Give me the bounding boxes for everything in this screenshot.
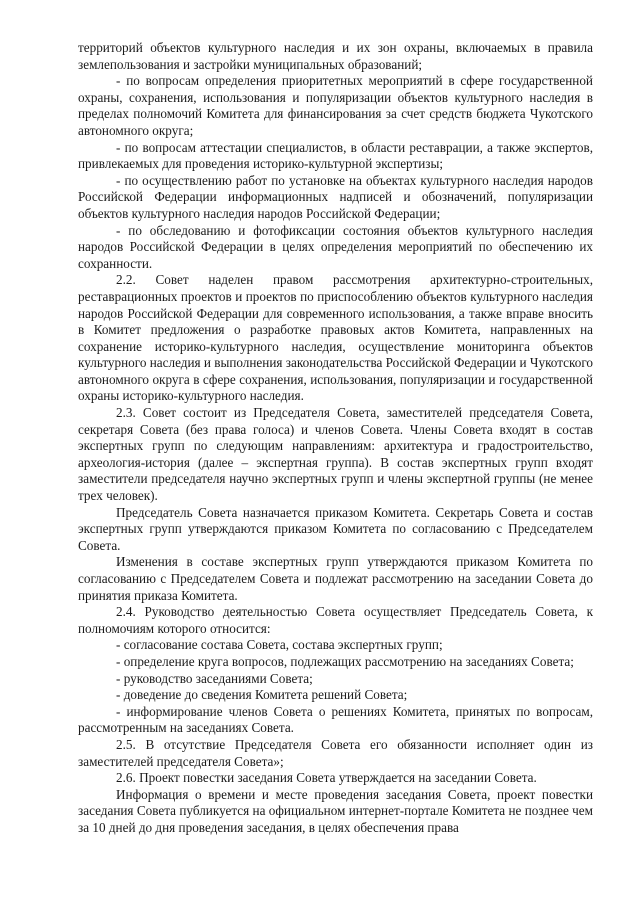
list-item-approval: - согласование состава Совета, состава экспертных групп; (116, 637, 443, 653)
paragraph-continuation: территорий объектов культурного наследия и их зон охраны, включаемых в правила землепользования и застройки муниципальных образований; (78, 40, 593, 72)
paragraph-priority-measures: - по вопросам определения приоритетных мероприятий в сфере государственной охраны, сохранения, использования и популяризации объектов культурного наследия в пределах полномочий Комитета для финансирования за счет средств бюджета Чукотского автономного округа; (78, 73, 593, 138)
paragraph-2-3: 2.3. Совет состоит из Председателя Совета, заместителей председателя Совета, секретаря Совета (без права голоса) и членов Совета. Члены Совета входят в состав экспертных групп по следующим направлениям: архитектура и градостроительство, археология-история (далее – экспертная группа). В состав экспертных групп входят заместители председателя научно экспертных групп и члены экспертной группы (не менее трех человек). (78, 405, 593, 504)
paragraph-inspection: - по обследованию и фотофиксации состояния объектов культурного наследия народов Российской Федерации в целях определения мероприятий по обеспечению их сохранности. (78, 222, 593, 271)
paragraph-2-4: 2.4. Руководство деятельностью Совета осуществляет Председатель Совета, к полномочиям которого относится: (78, 604, 593, 636)
paragraph-information-signs: - по осуществлению работ по установке на объектах культурного наследия народов Российской Федерации информационных надписей и обозначений, популяризации объектов культурного наследия народов Российской Федерации; (78, 172, 593, 221)
list-item-agenda-scope: - определение круга вопросов, подлежащих рассмотрению на заседаниях Совета; (116, 653, 574, 669)
list-item-communicate-decisions: - доведение до сведения Комитета решений Совета; (116, 687, 408, 703)
list-item-meeting-lead: - руководство заседаниями Совета; (116, 670, 313, 686)
paragraph-2-2: 2.2. Совет наделен правом рассмотрения архитектурно-строительных, реставрационных проектов и проектов по приспособлению объектов культурного наследия народов Российской Федерации для современного использования, а также вправе вносить в Комитет предложения о разработке правовых актов Комитета, направленных на сохранение историко-культурного наследия, осуществление мониторинга объектов культурного наследия и выполнения законодательства Российской Федерации и Чукотского автономного округа в сфере сохранения, использования, популяризации и государственной охраны историко-культурного наследия. (78, 272, 594, 404)
paragraph-2-6: 2.6. Проект повестки заседания Совета утверждается на заседании Совета. (116, 770, 537, 786)
paragraph-2-5: 2.5. В отсутствие Председателя Совета его обязанности исполняет один из заместителей председателя Совета»; (78, 736, 593, 769)
paragraph-meeting-info: Информация о времени и месте проведения заседания Совета, проект повестки заседания Совета публикуется на официальном интернет-портале Комитета не позднее чем за 10 дней до дня проведения заседания, в целях обеспечения права (78, 786, 593, 835)
paragraph-composition-changes: Изменения в составе экспертных групп утверждаются приказом Комитета по согласованию с Председателем Совета и подлежат рассмотрению на заседании Совета до принятия приказа Комитета. (78, 554, 593, 603)
list-item-inform-members: - информирование членов Совета о решениях Комитета, принятых по вопросам, рассмотренным на заседаниях Совета. (78, 703, 593, 736)
paragraph-chairman-appointment: Председатель Совета назначается приказом Комитета. Секретарь Совета и состав экспертных групп утверждаются приказом Комитета по согласованию с Председателем Совета. (78, 504, 593, 553)
paragraph-attestation: - по вопросам аттестации специалистов, в области реставрации, а также экспертов, привлекаемых для проведения историко-культурной экспертизы; (78, 139, 593, 172)
